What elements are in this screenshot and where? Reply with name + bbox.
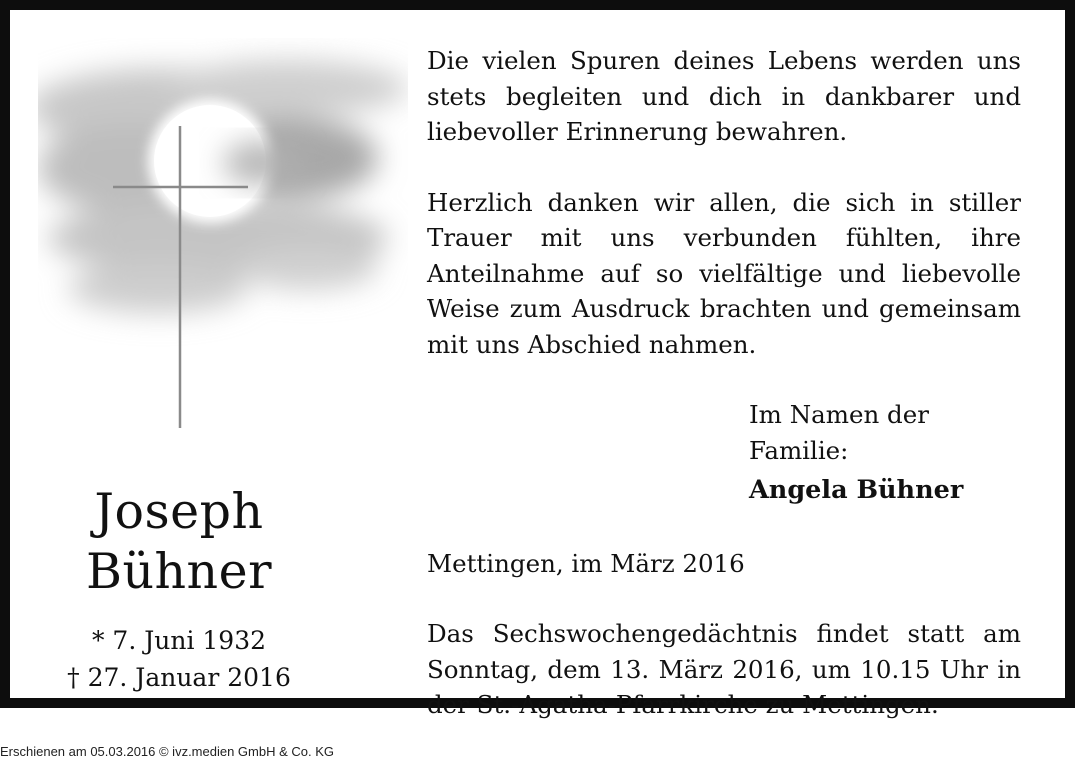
thanks-paragraph: Herzlich danken wir allen, die sich in stiller Trauer mit uns verbunden fühlten, ihre Anteilnahme auf so vielfältige und liebevolle Weise zum Ausdruck brachten und gemeinsam mit uns Abschied nahmen. — [427, 187, 1021, 359]
memorial-service-paragraph: Das Sechswochengedächtnis findet statt am Sonntag, dem 13. März 2016, um 10.15 Uhr in der St.-Agatha-Pfarrkirche zu Mettingen. — [427, 619, 1021, 719]
signature-intro: Im Namen der Familie: — [749, 400, 929, 465]
birth-date: * 7. Juni 1932 — [91, 626, 267, 655]
signature-name: Angela Bühner — [749, 475, 964, 505]
place-date: Mettingen, im März 2016 — [427, 548, 745, 578]
cross-illustration — [38, 38, 408, 433]
notice-text — [427, 43, 1021, 723]
deceased-last-name: Bühner — [85, 543, 273, 600]
death-date: † 27. Januar 2016 — [67, 663, 291, 692]
deceased-block — [38, 482, 320, 696]
cloud-sun-icon — [38, 38, 408, 433]
publication-footer: Erschienen am 05.03.2016 © ivz.medien GmbH & Co. KG — [0, 744, 335, 759]
deceased-first-name: Joseph — [94, 483, 264, 540]
gratitude-paragraph: Die vielen Spuren deines Lebens werden uns stets begleiten und dich in dankbarer und liebevoller Erinnerung bewahren. — [427, 46, 1021, 146]
signature-block — [749, 397, 1021, 509]
life-dates — [38, 622, 320, 696]
